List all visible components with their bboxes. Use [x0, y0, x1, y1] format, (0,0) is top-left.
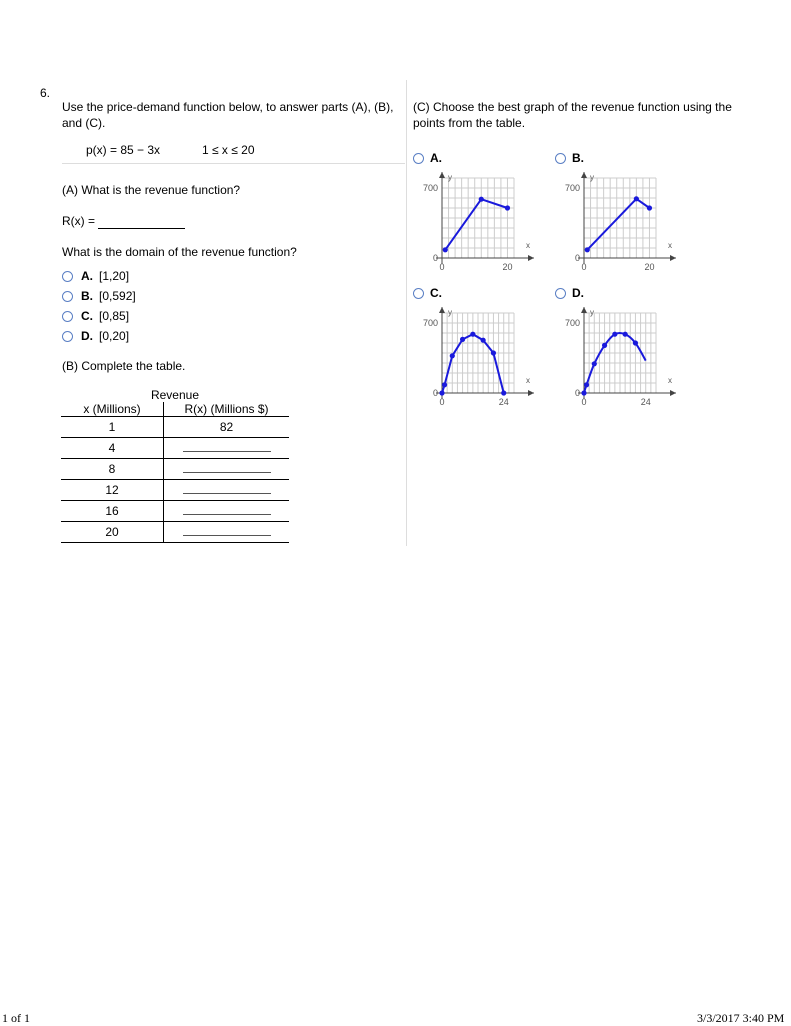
x-tick-label: 20	[502, 262, 513, 272]
x-axis-arrow	[528, 390, 534, 396]
x-tick-label: 0	[439, 262, 445, 272]
y-tick-label: 700	[564, 318, 580, 328]
x-axis-arrow	[528, 255, 534, 261]
function-domain: 1 ≤ x ≤ 20	[202, 143, 255, 157]
data-point	[592, 361, 597, 366]
graph-option-c[interactable]: C.	[413, 285, 442, 301]
revenue-table	[61, 388, 289, 543]
y-axis-label: y	[590, 173, 594, 182]
data-point	[585, 247, 590, 252]
x-tick-label: 24	[640, 397, 651, 407]
table-row: 8	[61, 459, 289, 480]
x-tick-label: 0	[439, 397, 445, 407]
data-point	[647, 205, 652, 210]
data-point	[470, 332, 475, 337]
data-point	[481, 338, 486, 343]
radio-button[interactable]	[413, 153, 424, 164]
data-point	[501, 390, 506, 395]
divider	[62, 163, 405, 164]
y-axis-label: y	[448, 308, 452, 317]
radio-button[interactable]	[62, 291, 73, 302]
radio-button[interactable]	[555, 288, 566, 299]
revenue-answer-input[interactable]	[183, 484, 271, 494]
y-axis-label: y	[590, 308, 594, 317]
revenue-function-answer-input[interactable]	[98, 228, 185, 229]
data-point	[443, 247, 448, 252]
domain-option-b[interactable]: B. [0,592]	[62, 287, 136, 305]
data-point	[612, 332, 617, 337]
domain-question: What is the domain of the revenue function?	[62, 245, 297, 259]
data-point	[584, 382, 589, 387]
data-point	[602, 343, 607, 348]
print-timestamp: 3/3/2017 3:40 PM	[697, 1011, 785, 1025]
column-header-x: x (Millions)	[61, 402, 164, 417]
part-c-prompt: (C) Choose the best graph of the revenue function using the points from the table.	[413, 100, 732, 130]
radio-button[interactable]	[413, 288, 424, 299]
data-point	[623, 332, 628, 337]
graph-option-d[interactable]: D.	[555, 285, 584, 301]
y-tick-label: 700	[422, 183, 438, 193]
y-axis-arrow	[581, 307, 587, 313]
y-axis-label: y	[448, 173, 452, 182]
radio-button[interactable]	[62, 311, 73, 322]
data-point	[439, 390, 444, 395]
part-a-prompt: (A) What is the revenue function?	[62, 183, 241, 197]
price-demand-function: p(x) = 85 − 3x	[86, 143, 161, 157]
x-tick-label: 20	[644, 262, 655, 272]
x-tick-label: 24	[498, 397, 509, 407]
graph-a	[418, 168, 548, 278]
y-axis-arrow	[581, 172, 587, 178]
x-tick-label: 0	[581, 262, 587, 272]
domain-option-d[interactable]: D. [0,20]	[62, 327, 129, 345]
data-point	[491, 350, 496, 355]
revenue-answer-input[interactable]	[183, 526, 271, 536]
page-count: 1 of 1	[2, 1011, 30, 1025]
x-axis-arrow	[670, 390, 676, 396]
x-axis-label: x	[526, 241, 530, 250]
y-tick-label: 0	[432, 388, 438, 398]
y-tick-label: 700	[564, 183, 580, 193]
data-point	[634, 196, 639, 201]
table-row: 20	[61, 522, 289, 543]
graph-c	[418, 303, 548, 413]
graph-d	[560, 303, 690, 413]
domain-option-a[interactable]: A. [1,20]	[62, 267, 129, 285]
y-axis-arrow	[439, 307, 445, 313]
column-header-r: R(x) (Millions $)	[164, 402, 290, 417]
table-row: 16	[61, 501, 289, 522]
radio-button[interactable]	[62, 331, 73, 342]
data-point	[450, 353, 455, 358]
radio-button[interactable]	[555, 153, 566, 164]
y-tick-label: 700	[422, 318, 438, 328]
x-axis-arrow	[670, 255, 676, 261]
data-point	[633, 340, 638, 345]
y-tick-label: 0	[432, 253, 438, 263]
graph-b	[560, 168, 690, 278]
x-axis-label: x	[668, 376, 672, 385]
column-divider	[406, 80, 407, 546]
x-axis-label: x	[668, 241, 672, 250]
table-title: Revenue	[150, 388, 200, 402]
y-tick-label: 0	[574, 253, 580, 263]
data-point	[460, 337, 465, 342]
revenue-answer-input[interactable]	[183, 442, 271, 452]
data-point	[442, 382, 447, 387]
revenue-function-label: R(x) =	[62, 214, 95, 228]
table-row: 4	[61, 438, 289, 459]
part-b-prompt: (B) Complete the table.	[62, 359, 186, 373]
question-intro: Use the price-demand function below, to answer parts (A), (B), and (C).	[62, 100, 394, 130]
x-axis-label: x	[526, 376, 530, 385]
table-row: 12	[61, 480, 289, 501]
data-point	[505, 205, 510, 210]
graph-option-b[interactable]: B.	[555, 150, 584, 166]
y-tick-label: 0	[574, 388, 580, 398]
data-point	[581, 390, 586, 395]
data-point	[479, 197, 484, 202]
revenue-answer-input[interactable]	[183, 505, 271, 515]
x-tick-label: 0	[581, 397, 587, 407]
y-axis-arrow	[439, 172, 445, 178]
question-number: 6.	[40, 86, 51, 100]
radio-button[interactable]	[62, 271, 73, 282]
graph-option-a[interactable]: A.	[413, 150, 442, 166]
domain-option-c[interactable]: C. [0,85]	[62, 307, 129, 325]
table-row: 1 82	[61, 417, 289, 438]
revenue-answer-input[interactable]	[183, 463, 271, 473]
